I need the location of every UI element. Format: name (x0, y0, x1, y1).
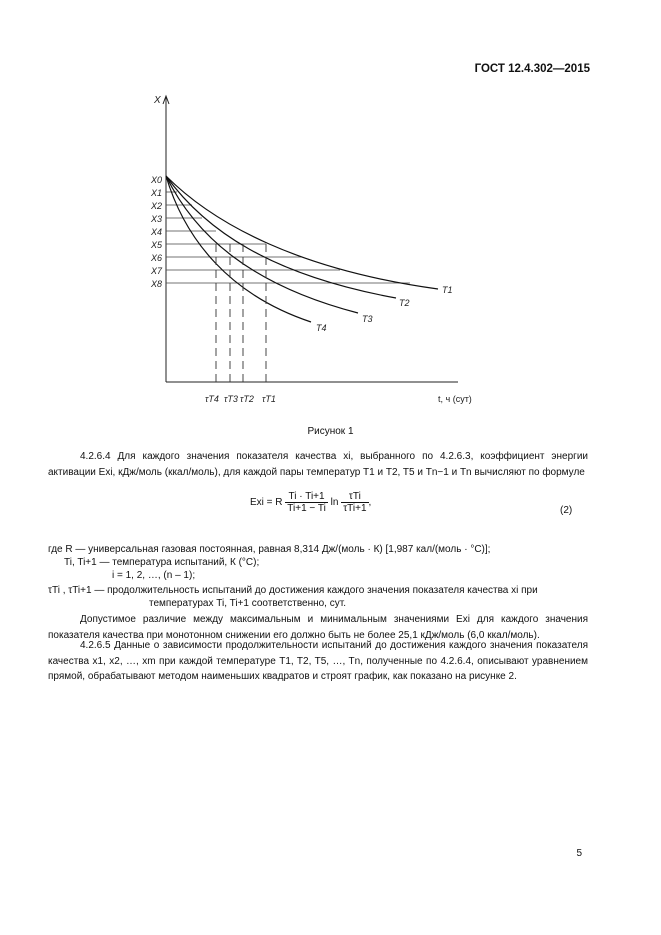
formula-lhs: Exi = R (250, 497, 283, 509)
standard-header: ГОСТ 12.4.302—2015 (474, 63, 590, 75)
y-level-x6: X6 (151, 253, 163, 263)
y-level-x2: X2 (151, 201, 163, 211)
curve-t3 (166, 176, 358, 313)
formula-comma: , (368, 497, 372, 509)
formula-number: (2) (560, 505, 573, 516)
y-level-x4: X4 (151, 227, 163, 237)
y-level-x0: X0 (151, 175, 163, 185)
x-tick-tau-t3: τT3 (224, 394, 238, 404)
definition-tau-cont: температурах Ti, Ti+1 соответственно, сут. (149, 598, 346, 609)
y-level-x5: X5 (151, 240, 163, 250)
formula-denominator: Ti+1 − Ti (287, 503, 326, 514)
x-tick-tau-t2: τT2 (240, 394, 254, 404)
curve-t4 (166, 176, 311, 322)
y-axis-label: X (154, 95, 161, 106)
formula-ln-numerator: τTi (341, 491, 368, 503)
y-level-x8: X8 (151, 279, 163, 289)
formula-ln-denominator: τTi+1 (343, 503, 367, 514)
x-tick-tau-t1: τT1 (262, 394, 276, 404)
formula-ln: ln (330, 497, 339, 509)
paragraph-energy-difference: Допустимое различие между максимальным и минимальным значениями Exi для каждого значения показателя качества при монотонном снижении его должно быть не более 25,1 кДж/моль (6,0 ккал/моль). (48, 614, 588, 641)
x-axis-label: t, ч (сут) (438, 394, 472, 404)
definition-t: Ti, Ti+1 — температура испытаний, К (°С); (64, 557, 260, 568)
y-level-x3: X3 (151, 214, 163, 224)
curve-t2 (166, 176, 396, 298)
y-level-x1: X1 (151, 188, 163, 198)
x-tick-tau-t4: τT4 (205, 394, 219, 404)
formula-ln-fraction (341, 491, 368, 514)
figure-1-chart (0, 0, 661, 420)
definition-tau: τTi , τTi+1 — продолжительность испытаний до достижения каждого значения показателя качества xi при (48, 585, 538, 596)
formula-fraction (285, 491, 328, 514)
page-number: 5 (576, 848, 582, 859)
curve-t1 (166, 176, 438, 289)
definition-i: i = 1, 2, …, (n – 1); (112, 570, 196, 581)
y-level-x7: X7 (151, 266, 163, 276)
curve-label-t2: T2 (399, 298, 410, 308)
formula-numerator: Ti · Ti+1 (285, 491, 328, 503)
definition-r: где R — универсальная газовая постоянная, равная 8,314 Дж/(моль · К) [1,987 кал/(моль · °С)]; (48, 544, 491, 555)
curve-label-t4: T4 (316, 323, 327, 333)
paragraph-4-2-6-5: 4.2.6.5 Данные о зависимости продолжительности испытаний до достижения каждого значения показателя качества x1, x2, …, xm при каждой температуре T1, T2, T5, …, Tn, полученные по 4.2.6.4, описывают уравнением прямой, обрабатывают методом наименьших квадратов и строят график, как показано на рисунке 2. (48, 640, 588, 682)
formula-2 (250, 491, 450, 535)
curve-label-t1: T1 (442, 285, 453, 295)
figure-caption: Рисунок 1 (307, 426, 354, 437)
paragraph-4-2-6-4: 4.2.6.4 Для каждого значения показателя качества xi, выбранного по 4.2.6.3, коэффициент энергии активации Exi, кДж/моль (ккал/моль), для каждой пары температур T1 и T2, T5 и Tn−1 и Tn вычисляют по формуле (48, 451, 588, 478)
curve-label-t3: T3 (362, 314, 373, 324)
